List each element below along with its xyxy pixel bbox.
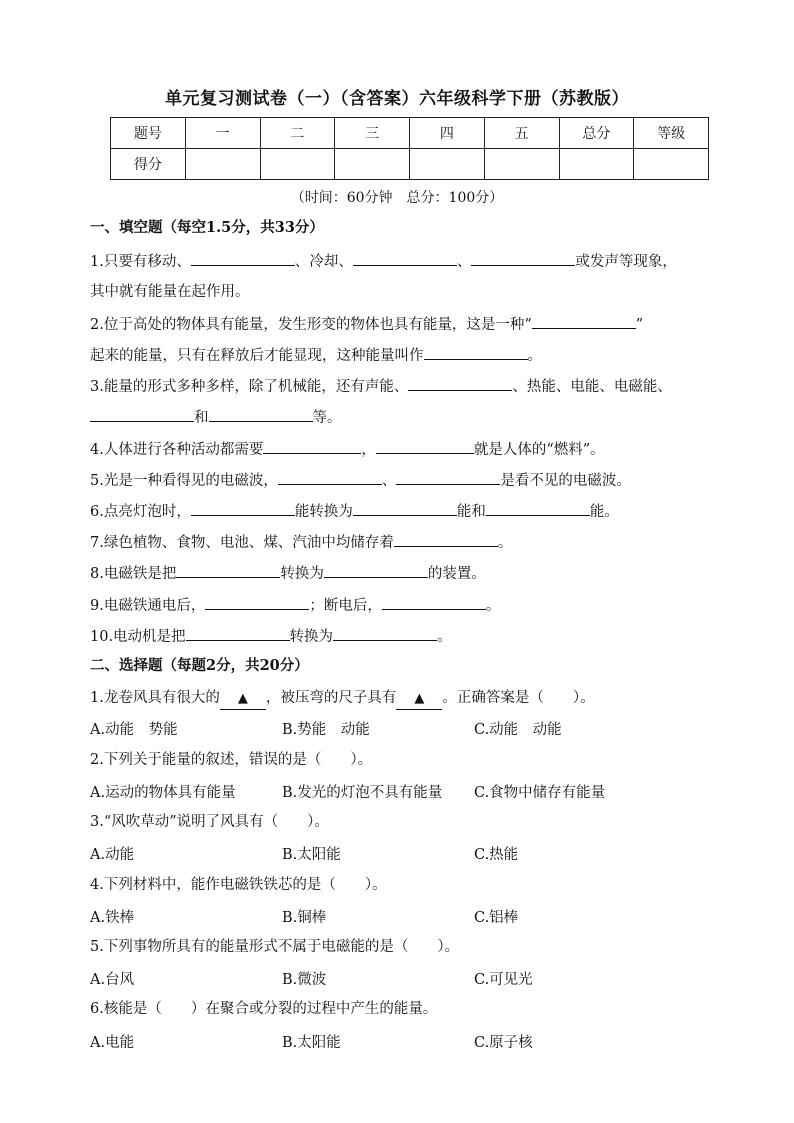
- question-1-cont: 其中就有能量在起作用。: [90, 284, 250, 300]
- option-a[interactable]: A.运动的物体具有能量: [90, 785, 236, 801]
- answer-blank[interactable]: [396, 469, 500, 485]
- score-table-header-cell: 四: [410, 118, 485, 149]
- answer-blank[interactable]: [176, 562, 280, 578]
- text: 。: [437, 629, 452, 645]
- answer-blank[interactable]: [324, 562, 428, 578]
- text: 。正确答案是（ ）。: [442, 690, 595, 706]
- question-10: [90, 625, 452, 647]
- question-8: [90, 562, 486, 584]
- score-cell[interactable]: [484, 149, 559, 180]
- option-c[interactable]: C.动能 动能: [474, 722, 562, 738]
- section2-heading: 二、选择题（每题2分，共20分）: [90, 657, 309, 674]
- text: ，被压弯的尺子具有: [265, 690, 397, 706]
- text: 转换为: [289, 629, 334, 645]
- answer-blank[interactable]: [263, 438, 361, 454]
- option-c[interactable]: C.可见光: [474, 972, 533, 988]
- text: 1.只要有移动、: [90, 254, 191, 270]
- page-title: 单元复习测试卷（一）（含答案）六年级科学下册（苏教版）: [165, 89, 629, 109]
- question-2-cont: [90, 344, 542, 366]
- score-table-header-cell: 题号: [111, 118, 186, 149]
- text: 。: [485, 598, 501, 614]
- option-b[interactable]: B.太阳能: [282, 1035, 341, 1051]
- text: 起来的能量，只有在释放后才能显现，这种能量叫作: [90, 348, 424, 364]
- option-c[interactable]: C.热能: [474, 847, 519, 863]
- question-7: [90, 531, 512, 553]
- text: ，: [361, 442, 376, 458]
- answer-blank[interactable]: [186, 625, 290, 641]
- text: 4.人体进行各种活动都需要: [90, 442, 264, 458]
- answer-blank[interactable]: [394, 531, 498, 547]
- text: 9.电磁铁通电后，: [90, 598, 206, 614]
- answer-blank[interactable]: [191, 500, 295, 516]
- score-table-header-cell: 等级: [634, 118, 709, 149]
- answer-blank[interactable]: [532, 313, 636, 329]
- score-cell[interactable]: [410, 149, 485, 180]
- text: 6.点亮灯泡时，: [90, 504, 191, 520]
- score-table-header-row: [111, 118, 709, 149]
- option-c[interactable]: C.铝棒: [474, 910, 519, 926]
- question-5: [90, 469, 631, 491]
- answer-blank[interactable]: [424, 344, 528, 360]
- text: 、冷却、: [294, 254, 353, 270]
- option-c[interactable]: C.食物中储存有能量: [474, 785, 606, 801]
- score-table-header-cell: 总分: [559, 118, 634, 149]
- score-cell[interactable]: [559, 149, 634, 180]
- score-cell[interactable]: [185, 149, 260, 180]
- time-info: （时间：60分钟 总分：100分）: [290, 190, 504, 206]
- answer-blank[interactable]: [486, 500, 590, 516]
- option-b[interactable]: B.势能 动能: [282, 722, 370, 738]
- option-b[interactable]: B.发光的灯泡不具有能量: [282, 785, 443, 801]
- section1-heading: 一、填空题（每空1.5分，共33分）: [90, 219, 324, 236]
- choice-question-4: 4.下列材料中，能作电磁铁铁芯的是（ ）。: [90, 877, 387, 893]
- text: 5.光是一种看得见的电磁波，: [90, 473, 278, 489]
- option-a[interactable]: A.动能 势能: [90, 722, 178, 738]
- triangle-blank: ▲: [220, 689, 266, 710]
- option-c[interactable]: C.原子核: [474, 1035, 533, 1051]
- choice-question-1: [90, 688, 595, 710]
- answer-blank[interactable]: [205, 594, 309, 610]
- text: 1.龙卷风具有很大的: [90, 690, 220, 706]
- text: ”: [635, 317, 644, 333]
- option-a[interactable]: A.台风: [90, 972, 135, 988]
- answer-blank[interactable]: [333, 625, 437, 641]
- score-cell[interactable]: [335, 149, 410, 180]
- text: 10.电动机是把: [90, 629, 186, 645]
- score-table-header-cell: 三: [335, 118, 410, 149]
- question-2: [90, 313, 643, 335]
- text: 、: [381, 473, 397, 489]
- score-table-score-row: [111, 149, 709, 180]
- score-table-header-cell: 五: [484, 118, 559, 149]
- answer-blank[interactable]: [353, 500, 457, 516]
- text: 和: [194, 410, 209, 426]
- answer-blank[interactable]: [209, 406, 313, 422]
- text: 能。: [589, 504, 619, 520]
- answer-blank[interactable]: [278, 469, 382, 485]
- score-cell[interactable]: [260, 149, 335, 180]
- text: 2.位于高处的物体具有能量，发生形变的物体也具有能量，这是一种“: [90, 317, 532, 333]
- question-9: [90, 594, 500, 616]
- choice-question-5: 5.下列事物所具有的能量形式不属于电磁能的是（ ）。: [90, 939, 460, 955]
- text: 是看不见的电磁波。: [500, 473, 631, 489]
- text: 能转换为: [294, 504, 353, 520]
- text: 、热能、电能、电磁能、: [512, 379, 672, 395]
- score-row-label: 得分: [111, 149, 186, 180]
- text: ；断电后，: [309, 598, 382, 614]
- text: 的装置。: [427, 566, 486, 582]
- question-6: [90, 500, 619, 522]
- answer-blank[interactable]: [382, 594, 486, 610]
- answer-blank[interactable]: [408, 375, 512, 391]
- choice-question-3: 3.“风吹草动”说明了风具有（ ）。: [90, 814, 329, 830]
- text: 。: [527, 348, 542, 364]
- text: 或发声等现象，: [575, 254, 677, 270]
- answer-blank[interactable]: [376, 438, 474, 454]
- score-table: [110, 117, 709, 180]
- option-b[interactable]: B.铜棒: [282, 910, 327, 926]
- text: 3.能量的形式多种多样，除了机械能，还有声能、: [90, 379, 409, 395]
- text: 、: [456, 254, 472, 270]
- text: 转换为: [280, 566, 324, 582]
- text: 7.绿色植物、食物、电池、煤、汽油中均储存着: [90, 535, 394, 551]
- option-b[interactable]: B.太阳能: [282, 847, 341, 863]
- text: 8.电磁铁是把: [90, 566, 177, 582]
- option-a[interactable]: A.铁棒: [90, 910, 135, 926]
- answer-blank[interactable]: [353, 250, 457, 266]
- text: 能和: [456, 504, 486, 520]
- text: 等。: [312, 410, 342, 426]
- text: 就是人体的“燃料”。: [473, 442, 605, 458]
- score-cell[interactable]: [634, 149, 709, 180]
- choice-question-2: 2.下列关于能量的叙述，错误的是（ ）。: [90, 752, 373, 768]
- answer-blank[interactable]: [471, 250, 575, 266]
- option-b[interactable]: B.微波: [282, 972, 327, 988]
- text: 。: [497, 535, 513, 551]
- answer-blank[interactable]: [90, 406, 194, 422]
- option-a[interactable]: A.电能: [90, 1035, 135, 1051]
- score-table-header-cell: 一: [185, 118, 260, 149]
- question-3: [90, 375, 672, 397]
- triangle-blank: ▲: [396, 689, 442, 710]
- question-4: [90, 438, 605, 460]
- question-3-cont: [90, 406, 342, 428]
- question-1: [90, 250, 677, 272]
- choice-question-6: 6.核能是（ ）在聚合或分裂的过程中产生的能量。: [90, 1001, 438, 1017]
- answer-blank[interactable]: [191, 250, 295, 266]
- score-table-header-cell: 二: [260, 118, 335, 149]
- option-a[interactable]: A.动能: [90, 847, 135, 863]
